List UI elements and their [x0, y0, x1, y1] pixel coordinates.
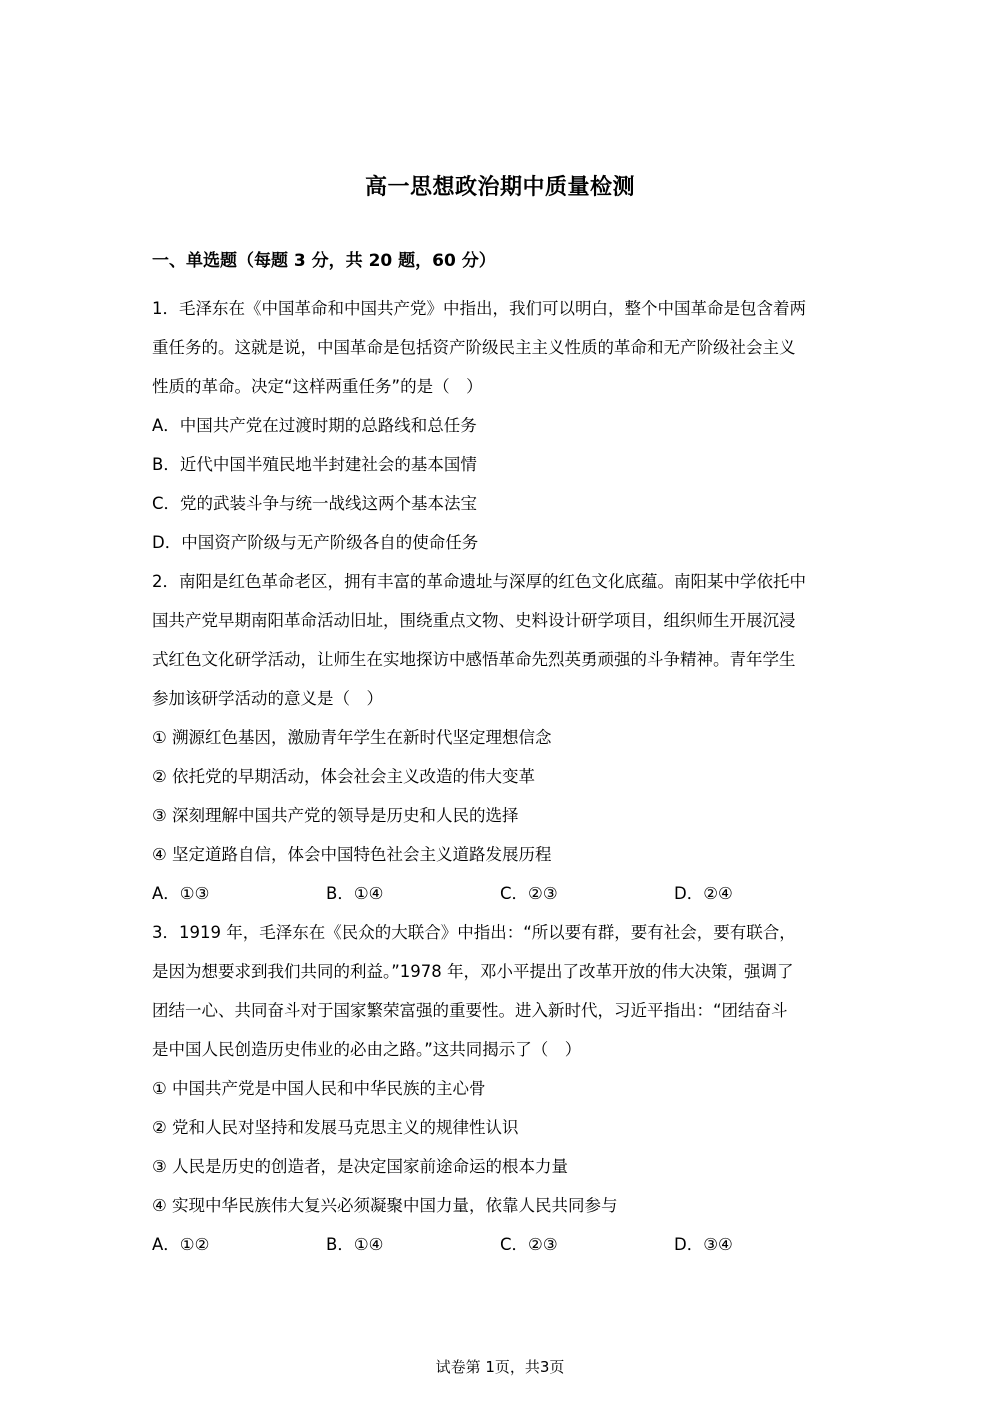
- question-3-statement-2: ② 党和人民对坚持和发展马克思主义的规律性认识: [152, 1118, 519, 1137]
- question-1-line-2: 重任务的。这就是说，中国革命是包括资产阶级民主主义性质的革命和无产阶级社会主义: [152, 338, 796, 357]
- section-heading: 一、单选题（每题 3 分，共 20 题，60 分）: [152, 251, 496, 271]
- question-2-line-1: 2．南阳是红色革命老区，拥有丰富的革命遗址与深厚的红色文化底蕴。南阳某中学依托中: [152, 572, 806, 591]
- page-footer: 试卷第 1页，共3页: [435, 1358, 565, 1376]
- question-3-line-4: 是中国人民创造历史伟业的必由之路。”这共同揭示了（ ）: [152, 1040, 582, 1059]
- question-3-choice-d: D．③④: [674, 1235, 733, 1254]
- question-3-statement-3: ③ 人民是历史的创造者，是决定国家前途命运的根本力量: [152, 1157, 569, 1176]
- question-2-line-2: 国共产党早期南阳革命活动旧址，围绕重点文物、史料设计研学项目，组织师生开展沉浸: [152, 611, 796, 630]
- question-2-line-4: 参加该研学活动的意义是（ ）: [152, 689, 383, 708]
- question-2-choices: [152, 883, 852, 905]
- question-1-option-a: A．中国共产党在过渡时期的总路线和总任务: [152, 416, 477, 435]
- question-3-statement-4: ④ 实现中华民族伟大复兴必须凝聚中国力量，依靠人民共同参与: [152, 1196, 618, 1215]
- question-2-line-3: 式红色文化研学活动，让师生在实地探访中感悟革命先烈英勇顽强的斗争精神。青年学生: [152, 650, 796, 669]
- question-3-line-1: 3．1919 年，毛泽东在《民众的大联合》中指出：“所以要有群，要有社会，要有联合，: [152, 923, 796, 942]
- question-1-option-c: C．党的武装斗争与统一战线这两个基本法宝: [152, 494, 478, 513]
- question-3-choice-c: C．②③: [500, 1235, 558, 1254]
- question-2-choice-c: C．②③: [500, 884, 558, 903]
- question-1-line-3: 性质的革命。决定“这样两重任务”的是（ ）: [152, 377, 483, 396]
- question-3-line-2: 是因为想要求到我们共同的利益。”1978 年，邓小平提出了改革开放的伟大决策，强调了: [152, 962, 794, 981]
- question-2-statement-4: ④ 坚定道路自信，体会中国特色社会主义道路发展历程: [152, 845, 552, 864]
- question-2-choice-d: D．②④: [674, 884, 733, 903]
- question-1-option-b: B．近代中国半殖民地半封建社会的基本国情: [152, 455, 477, 474]
- question-2-statement-3: ③ 深刻理解中国共产党的领导是历史和人民的选择: [152, 806, 519, 825]
- question-2-statement-1: ① 溯源红色基因，激励青年学生在新时代坚定理想信念: [152, 728, 552, 747]
- question-3-statement-1: ① 中国共产党是中国人民和中华民族的主心骨: [152, 1079, 486, 1098]
- question-2-choice-a: A．①③: [152, 884, 210, 903]
- question-1-line-1: 1．毛泽东在《中国革命和中国共产党》中指出，我们可以明白，整个中国革命是包含着两: [152, 299, 806, 318]
- question-3-choice-b: B．①④: [326, 1235, 384, 1254]
- question-1-option-d: D．中国资产阶级与无产阶级各自的使命任务: [152, 533, 479, 552]
- question-3-choice-a: A．①②: [152, 1235, 210, 1254]
- question-2-choice-b: B．①④: [326, 884, 384, 903]
- question-3-line-3: 团结一心、共同奋斗对于国家繁荣富强的重要性。进入新时代，习近平指出：“团结奋斗: [152, 1001, 788, 1020]
- page-title: 高一思想政治期中质量检测: [364, 175, 635, 200]
- question-3-choices: [152, 1234, 852, 1256]
- question-2-statement-2: ② 依托党的早期活动，体会社会主义改造的伟大变革: [152, 767, 536, 786]
